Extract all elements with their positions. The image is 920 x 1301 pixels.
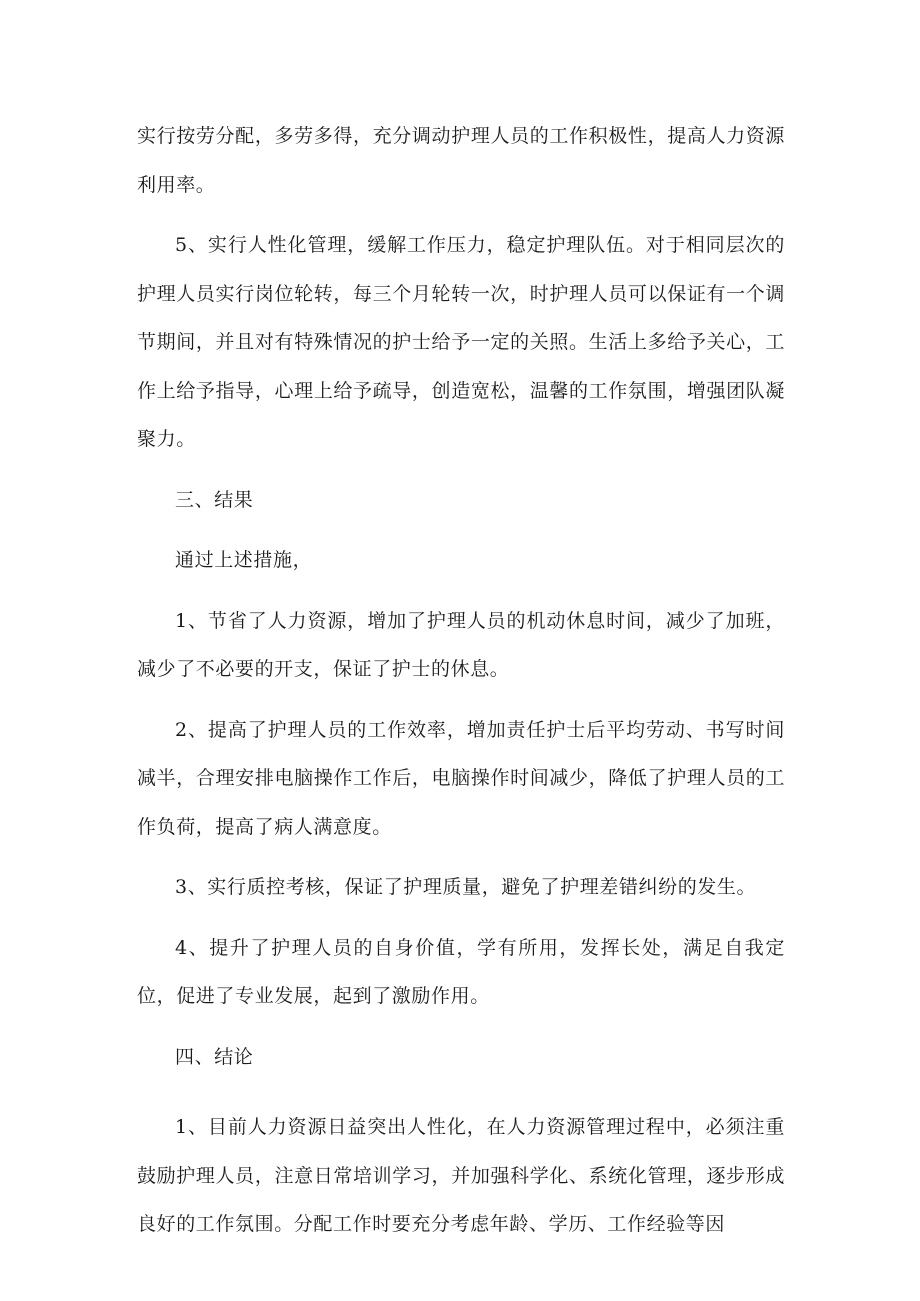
document-body [137,112,785,1261]
paragraph-result-3: 3、实行质控考核，保证了护理质量，避免了护理差错纠纷的发生。 [175,876,757,898]
paragraph-conclusion-1: 1、目前人力资源日益突出人性化，在人力资源管理过程中，必须注重鼓励护理人员，注意日常培训学习，并加强科学化、系统化管理，逐步形成良好的工作氛围。分配工作时要充分考虑年龄、学历、工作经验等因 [137,1116,785,1235]
paragraph-item-5: 5、实行人性化管理，缓解工作压力，稳定护理队伍。对于相同层次的护理人员实行岗位轮转，每三个月轮转一次，时护理人员可以保证有一个调节期间，并且对有特殊情况的护士给予一定的关照。生活上多给予关心，工作上给予指导，心理上给予疏导，创造宽松，温馨的工作氛围，增强团队凝聚力。 [137,234,785,450]
paragraph-results-intro: 通过上述措施， [175,549,313,571]
paragraph-continuation: 实行按劳分配，多劳多得，充分调动护理人员的工作积极性，提高人力资源利用率。 [137,125,785,196]
paragraph-result-2: 2、提高了护理人员的工作效率，增加责任护士后平均劳动、书写时间减半，合理安排电脑操作工作后，电脑操作时间减少，降低了护理人员的工作负荷，提高了病人满意度。 [137,718,785,838]
paragraph-result-4: 4、提升了护理人员的自身价值，学有所用，发挥长处，满足自我定位，促进了专业发展，起到了激励作用。 [137,936,785,1007]
paragraph-result-1: 1、节省了人力资源，增加了护理人员的机动休息时间，减少了加班，减少了不必要的开支，保证了护士的休息。 [137,609,785,680]
section-heading-results: 三、结果 [175,488,254,511]
section-heading-conclusion: 四、结论 [175,1045,254,1068]
